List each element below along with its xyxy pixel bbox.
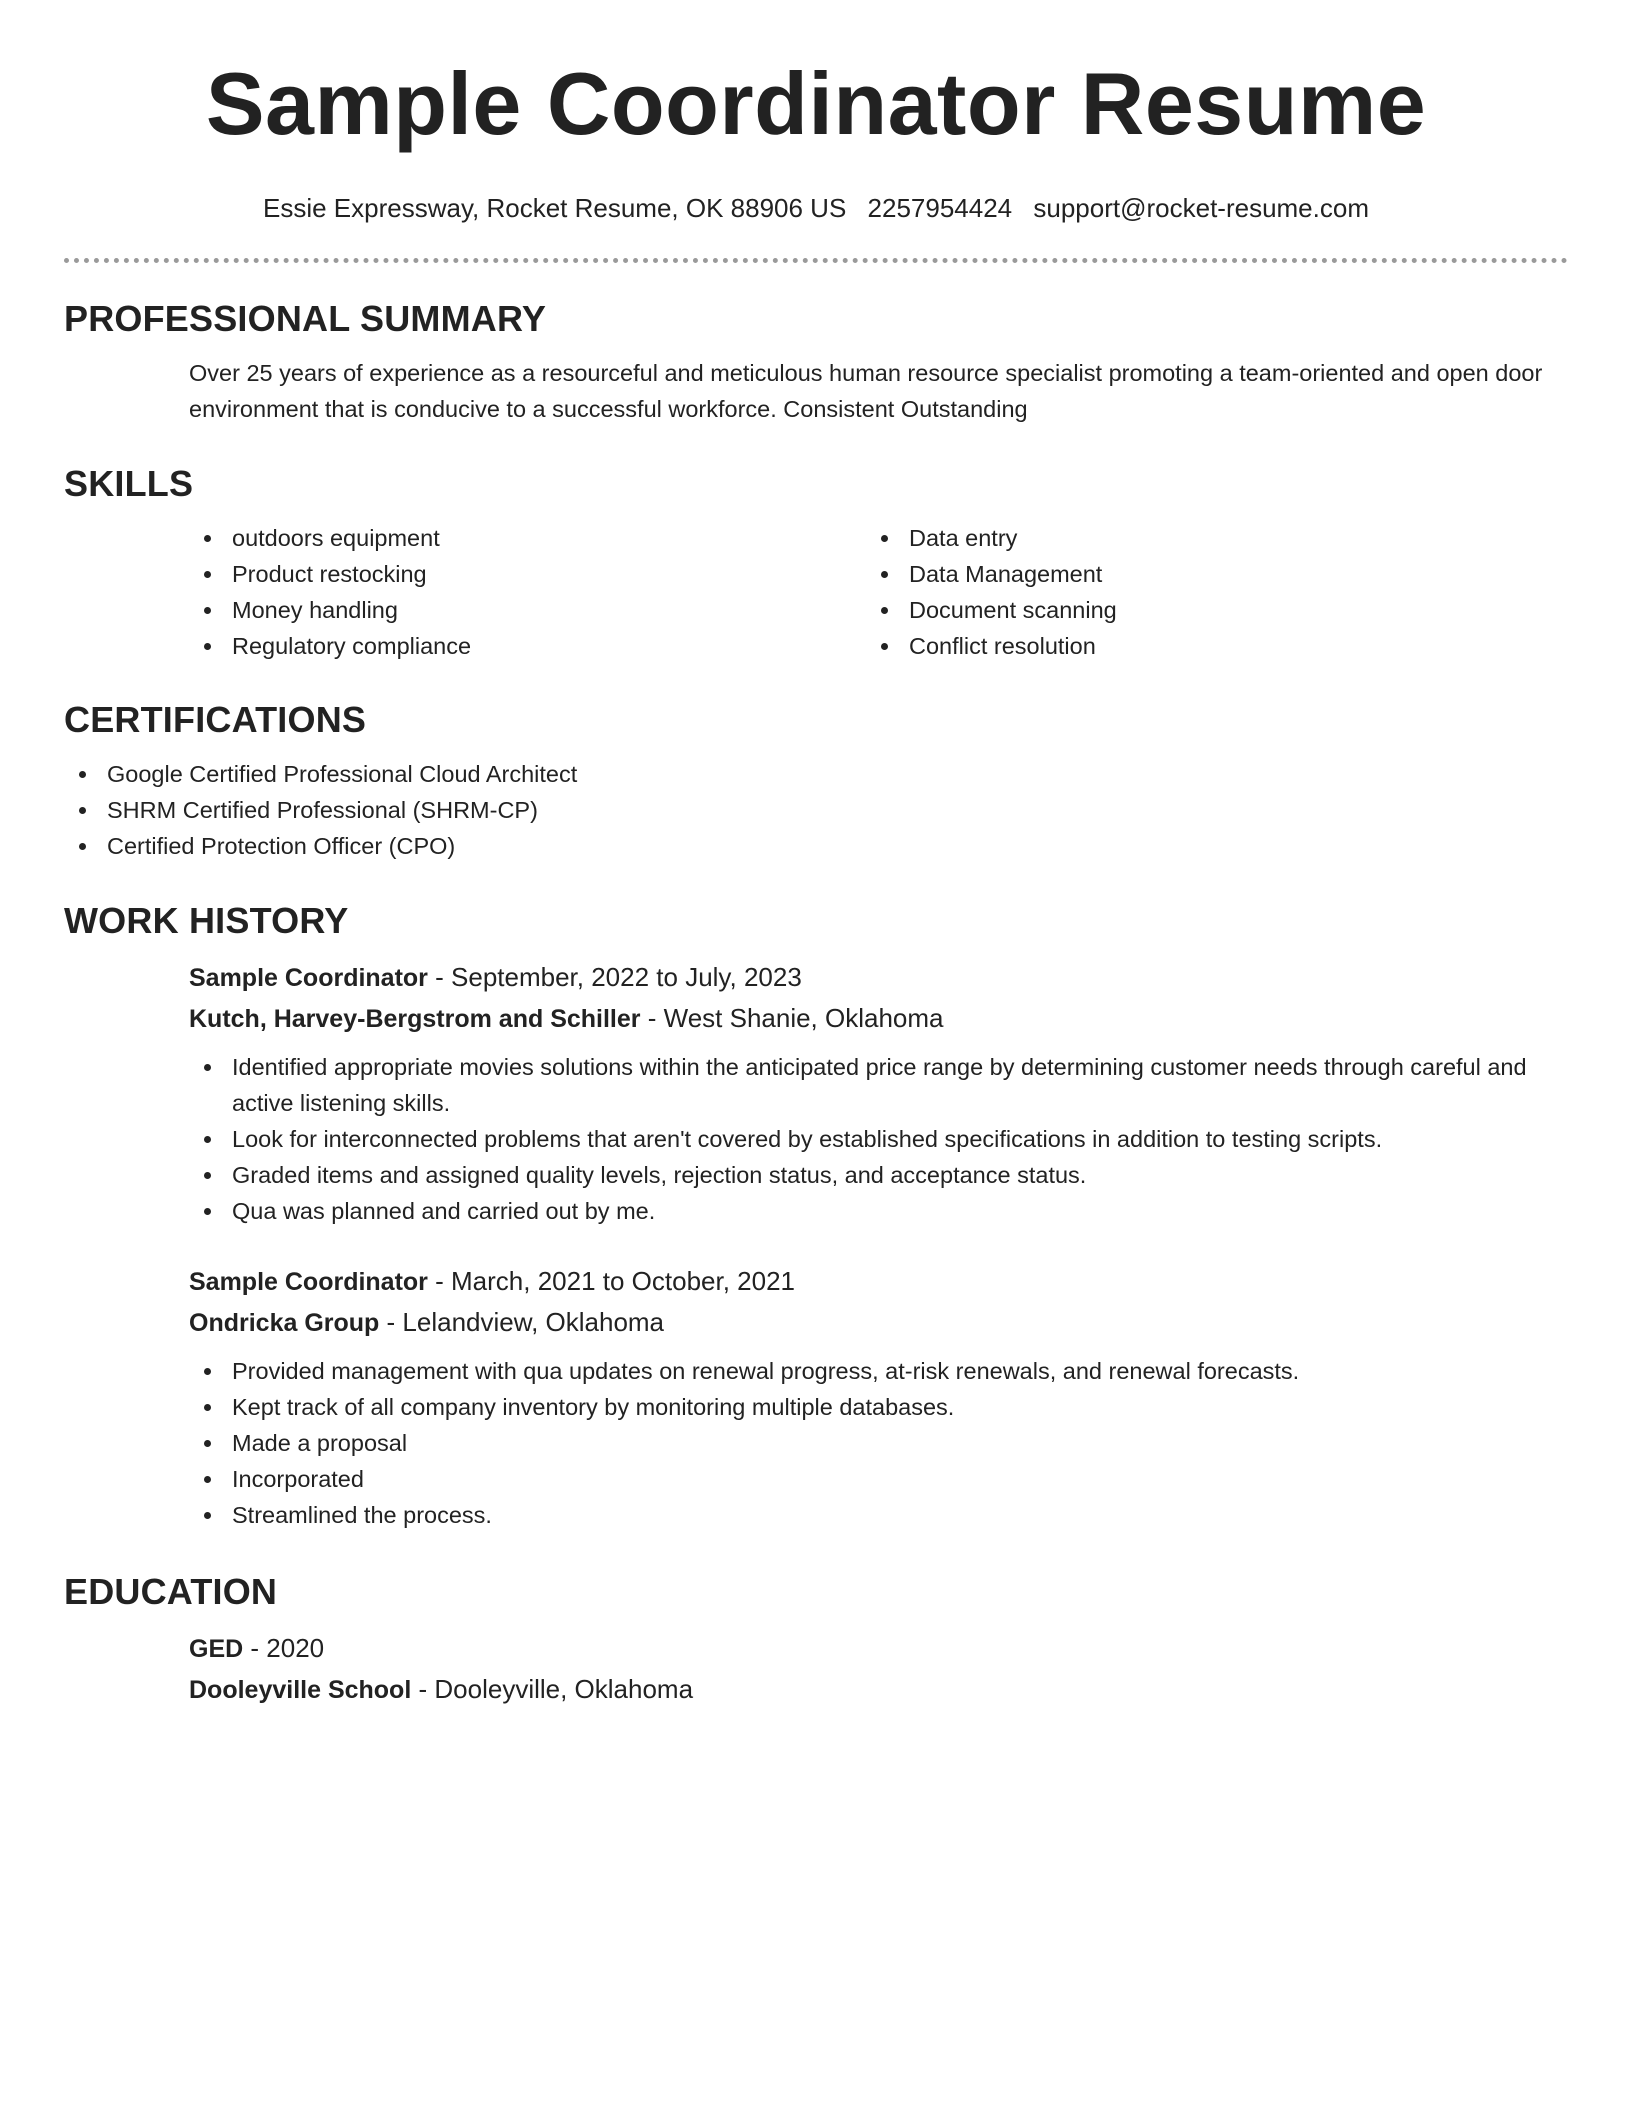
list-item: Identified appropriate movies solutions within the anticipated price range by determining customer needs through careful and active listening skills. — [189, 1049, 1568, 1121]
contact-line — [64, 192, 1568, 224]
list-item: Kept track of all company inventory by monitoring multiple databases. — [189, 1389, 1568, 1425]
skills-column-left — [189, 520, 866, 664]
contact-email: support@rocket-resume.com — [1033, 193, 1369, 223]
list-item: Incorporated — [189, 1461, 1568, 1497]
work-history-section — [64, 899, 1568, 1533]
summary-text: Over 25 years of experience as a resourceful and meticulous human resource specialist promoting a team-oriented and open door environment that is conducive to a successful workforce. Consistent Outstanding — [189, 360, 1543, 422]
header-divider — [64, 258, 1568, 263]
list-item: Document scanning — [866, 592, 1543, 628]
job-entry — [189, 957, 1568, 1229]
education-year: - 2020 — [243, 1633, 325, 1663]
job-company-line — [189, 1302, 1568, 1343]
list-item: outdoors equipment — [189, 520, 866, 556]
job-title-line — [189, 957, 1568, 998]
list-item: Graded items and assigned quality levels, rejection status, and acceptance status. — [189, 1157, 1568, 1193]
work-history-heading: WORK HISTORY — [64, 900, 349, 941]
list-item: Look for interconnected problems that aren't covered by established specifications in addition to testing scripts. — [189, 1121, 1568, 1157]
list-item: Money handling — [189, 592, 866, 628]
job-company: Ondricka Group — [189, 1309, 380, 1337]
job-entry — [189, 1261, 1568, 1533]
education-location: - Dooleyville, Oklahoma — [411, 1674, 694, 1704]
skills-grid — [189, 520, 1568, 664]
contact-address: Essie Expressway, Rocket Resume, OK 88906 US — [262, 193, 847, 223]
list-item: Certified Protection Officer (CPO) — [64, 828, 1568, 864]
list-item: Provided management with qua updates on renewal progress, at-risk renewals, and renewal forecasts. — [189, 1353, 1568, 1389]
education-entry — [189, 1628, 1568, 1710]
list-item: Qua was planned and carried out by me. — [189, 1193, 1568, 1229]
list-item: Streamlined the process. — [189, 1497, 1568, 1533]
list-item: Data Management — [866, 556, 1543, 592]
certifications-section — [64, 698, 1568, 864]
job-location: - West Shanie, Oklahoma — [640, 1003, 944, 1033]
list-item: Made a proposal — [189, 1425, 1568, 1461]
education-section — [64, 1570, 1568, 1710]
job-dates: - March, 2021 to October, 2021 — [427, 1266, 796, 1296]
skills-heading: SKILLS — [64, 463, 194, 504]
education-school: Dooleyville School — [189, 1676, 412, 1704]
job-title: Sample Coordinator — [189, 1268, 428, 1296]
education-degree-line — [189, 1628, 1568, 1669]
list-item: Conflict resolution — [866, 628, 1543, 664]
job-company: Kutch, Harvey-Bergstrom and Schiller — [189, 1005, 641, 1033]
education-school-line — [189, 1669, 1568, 1710]
certifications-list — [64, 756, 1568, 864]
job-location: - Lelandview, Oklahoma — [379, 1307, 665, 1337]
list-item: Google Certified Professional Cloud Architect — [64, 756, 1568, 792]
job-title: Sample Coordinator — [189, 964, 428, 992]
education-degree: GED — [189, 1635, 244, 1663]
job-title-line — [189, 1261, 1568, 1302]
skills-section — [64, 462, 1568, 664]
job-company-line — [189, 998, 1568, 1039]
skills-column-right — [866, 520, 1543, 664]
summary-heading: PROFESSIONAL SUMMARY — [64, 298, 547, 339]
education-heading: EDUCATION — [64, 1571, 278, 1612]
list-item: Regulatory compliance — [189, 628, 866, 664]
certifications-heading: CERTIFICATIONS — [64, 699, 367, 740]
summary-section — [64, 297, 1568, 427]
job-bullets — [189, 1049, 1568, 1229]
job-dates: - September, 2022 to July, 2023 — [427, 962, 802, 992]
job-bullets — [189, 1353, 1568, 1533]
list-item: Product restocking — [189, 556, 866, 592]
skills-list-left — [189, 520, 866, 664]
list-item: Data entry — [866, 520, 1543, 556]
contact-phone: 2257954424 — [867, 193, 1013, 223]
resume-title: Sample Coordinator Resume — [205, 54, 1427, 153]
skills-list-right — [866, 520, 1543, 664]
list-item: SHRM Certified Professional (SHRM-CP) — [64, 792, 1568, 828]
